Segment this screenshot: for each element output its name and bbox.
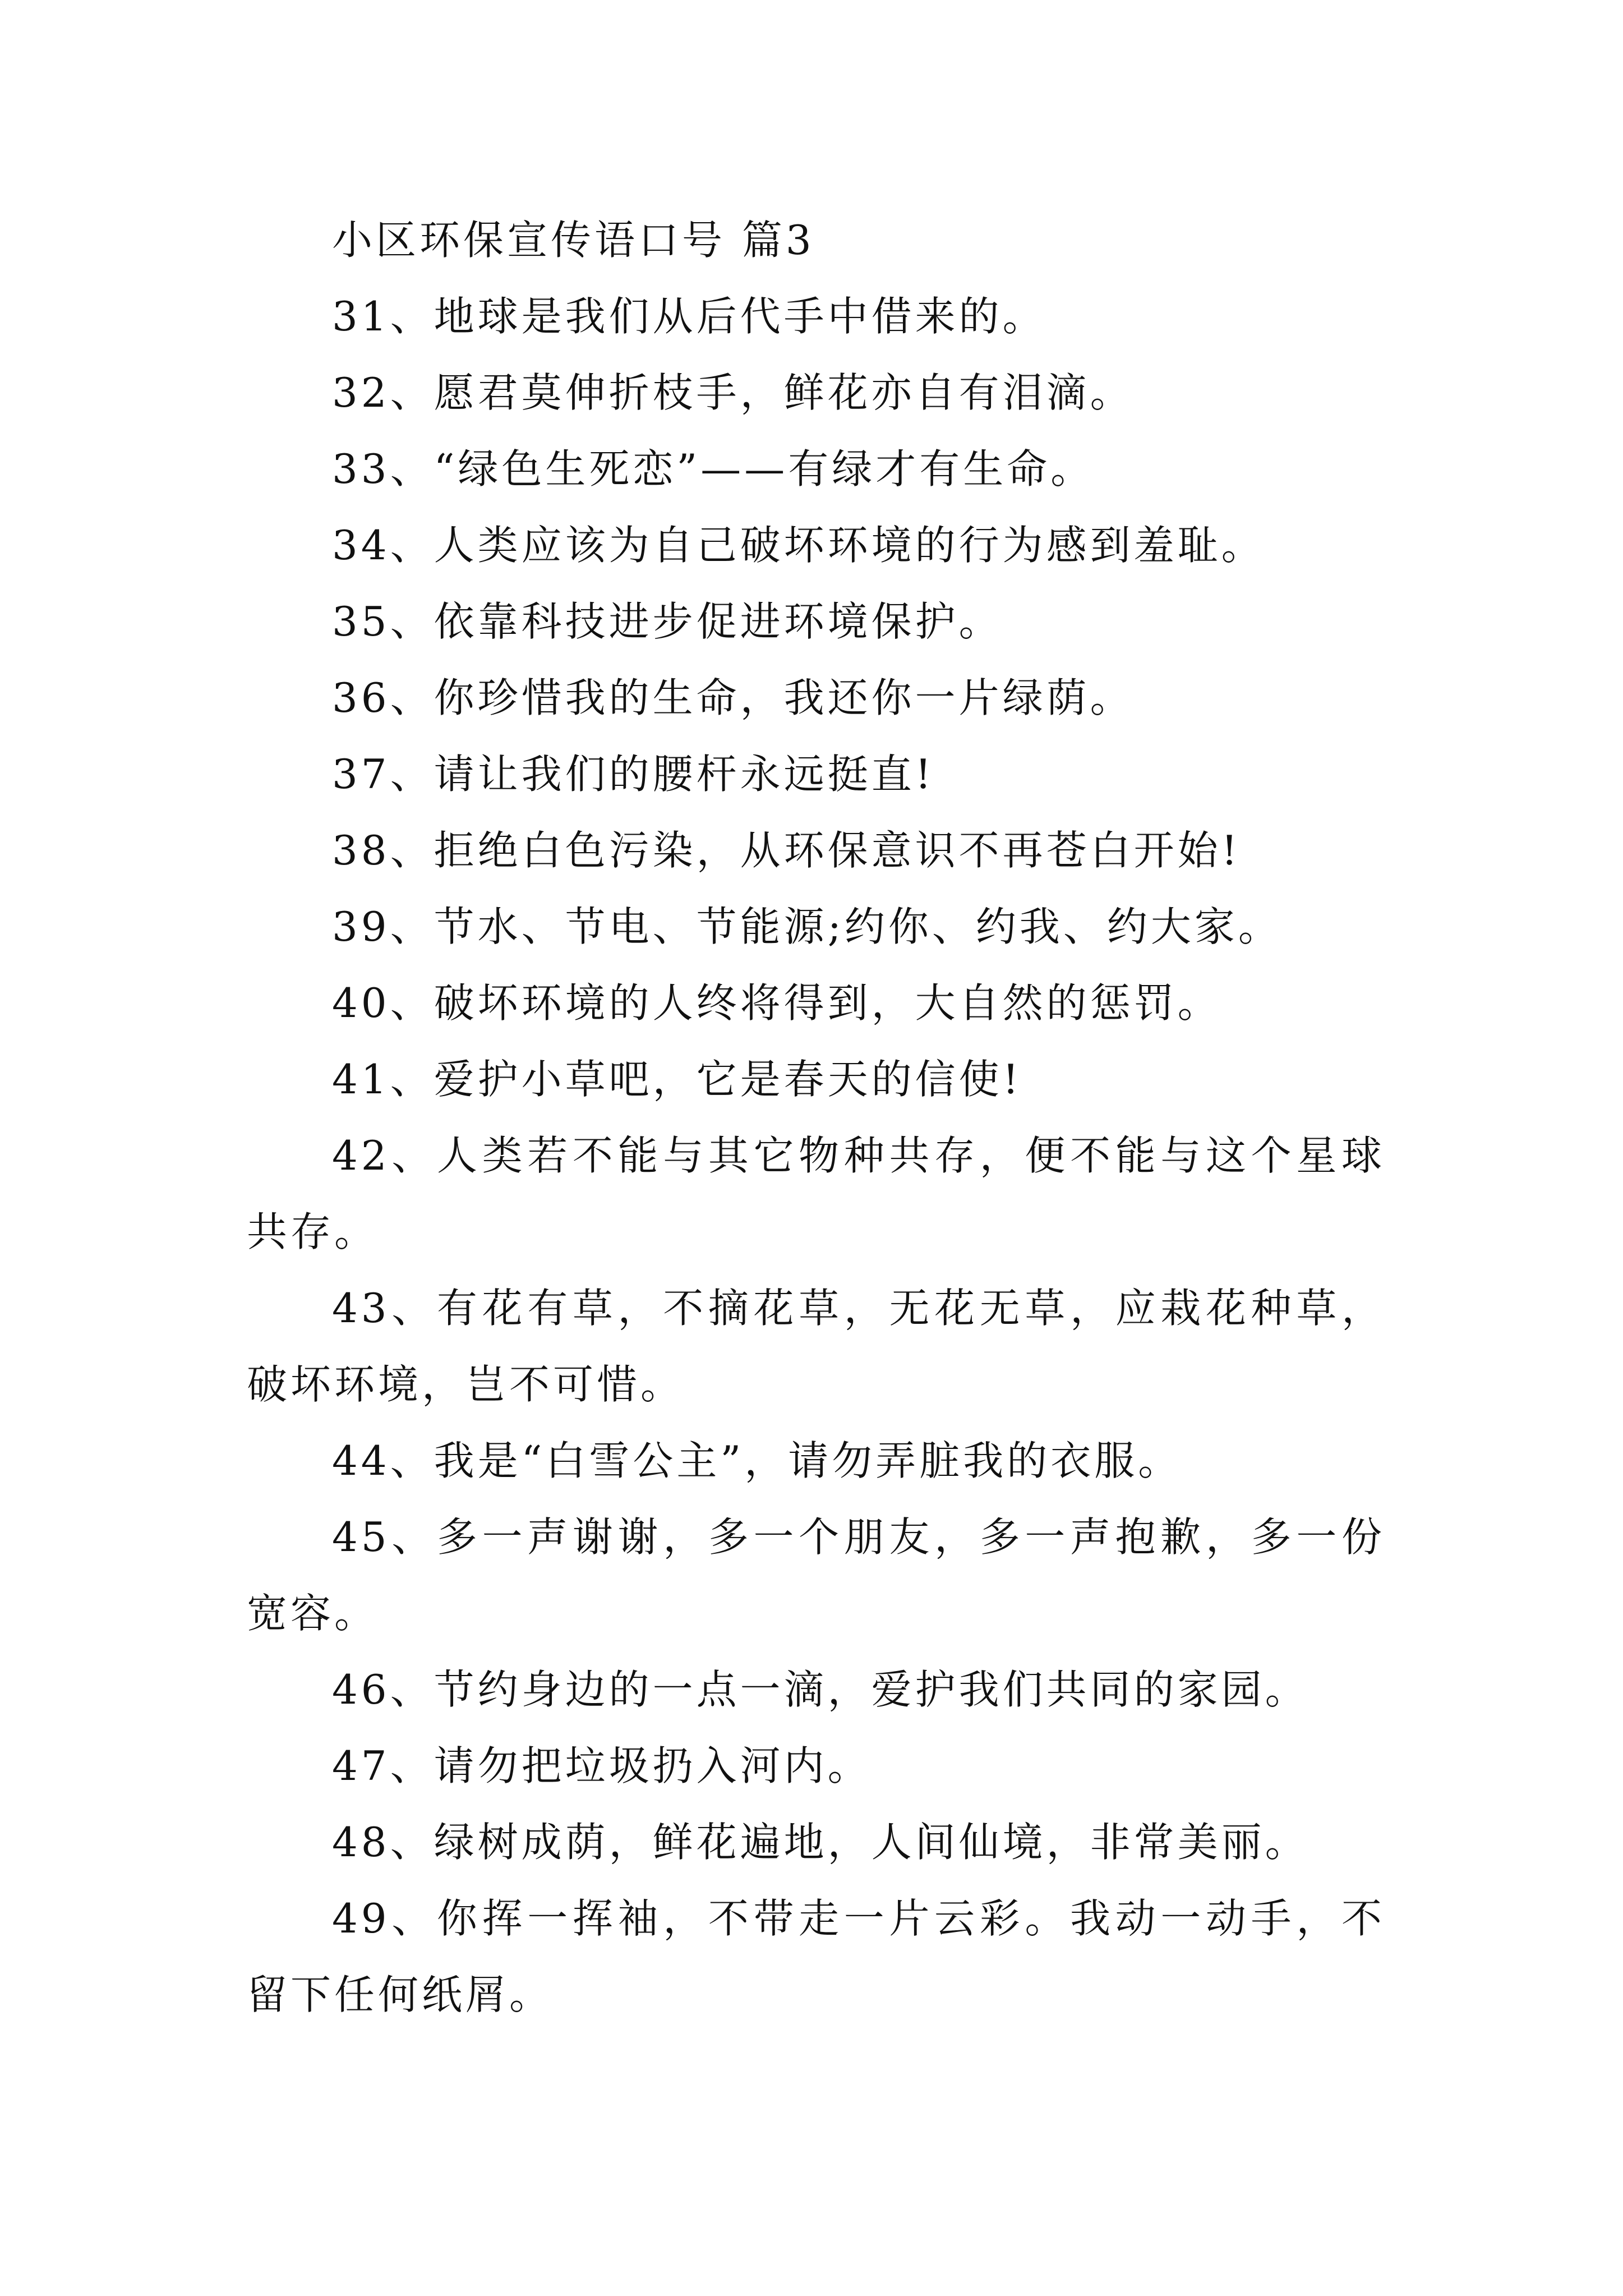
slogan-39: 39、节水、节电、节能源;约你、约我、约大家。 bbox=[332, 903, 1282, 950]
slogan-36: 36、你珍惜我的生命，我还你一片绿荫。 bbox=[332, 674, 1134, 721]
section-title: 小区环保宣传语口号 篇3 bbox=[332, 217, 815, 264]
slogan-44: 44、我是“白雪公主”，请勿弄脏我的衣服。 bbox=[332, 1437, 1182, 1484]
slogan-33: 33、“绿色生死恋”——有绿才有生命。 bbox=[332, 445, 1095, 493]
slogan-49: 49、你挥一挥袖，不带走一片云彩。我动一动手，不留下任何纸屑。 bbox=[247, 1895, 1385, 2018]
slogan-40: 40、破坏环境的人终将得到，大自然的惩罚。 bbox=[332, 979, 1221, 1027]
slogan-34: 34、人类应该为自己破坏环境的行为感到羞耻。 bbox=[332, 522, 1265, 569]
slogan-32: 32、愿君莫伸折枝手，鲜花亦自有泪滴。 bbox=[332, 369, 1134, 416]
slogan-31: 31、地球是我们从后代手中借来的。 bbox=[332, 293, 1046, 340]
slogan-41: 41、爱护小草吧，它是春天的信使! bbox=[332, 1056, 1022, 1103]
slogan-37: 37、请让我们的腰杆永远挺直! bbox=[332, 751, 935, 798]
slogan-47: 47、请勿把垃圾扔入河内。 bbox=[332, 1742, 872, 1789]
slogan-43: 43、有花有草，不摘花草，无花无草，应栽花种草，破坏环境，岂不可惜。 bbox=[247, 1285, 1385, 1408]
slogan-46: 46、节约身边的一点一滴，爱护我们共同的家园。 bbox=[332, 1666, 1309, 1713]
slogan-48: 48、绿树成荫，鲜花遍地，人间仙境，非常美丽。 bbox=[332, 1819, 1309, 1866]
slogan-42: 42、人类若不能与其它物种共存，便不能与这个星球共存。 bbox=[247, 1132, 1385, 1255]
slogan-35: 35、依靠科技进步促进环境保护。 bbox=[332, 598, 1003, 645]
document-body bbox=[247, 202, 1385, 2033]
slogan-45: 45、多一声谢谢，多一个朋友，多一声抱歉，多一份宽容。 bbox=[247, 1513, 1385, 1637]
slogan-38: 38、拒绝白色污染，从环保意识不再苍白开始! bbox=[332, 827, 1241, 874]
